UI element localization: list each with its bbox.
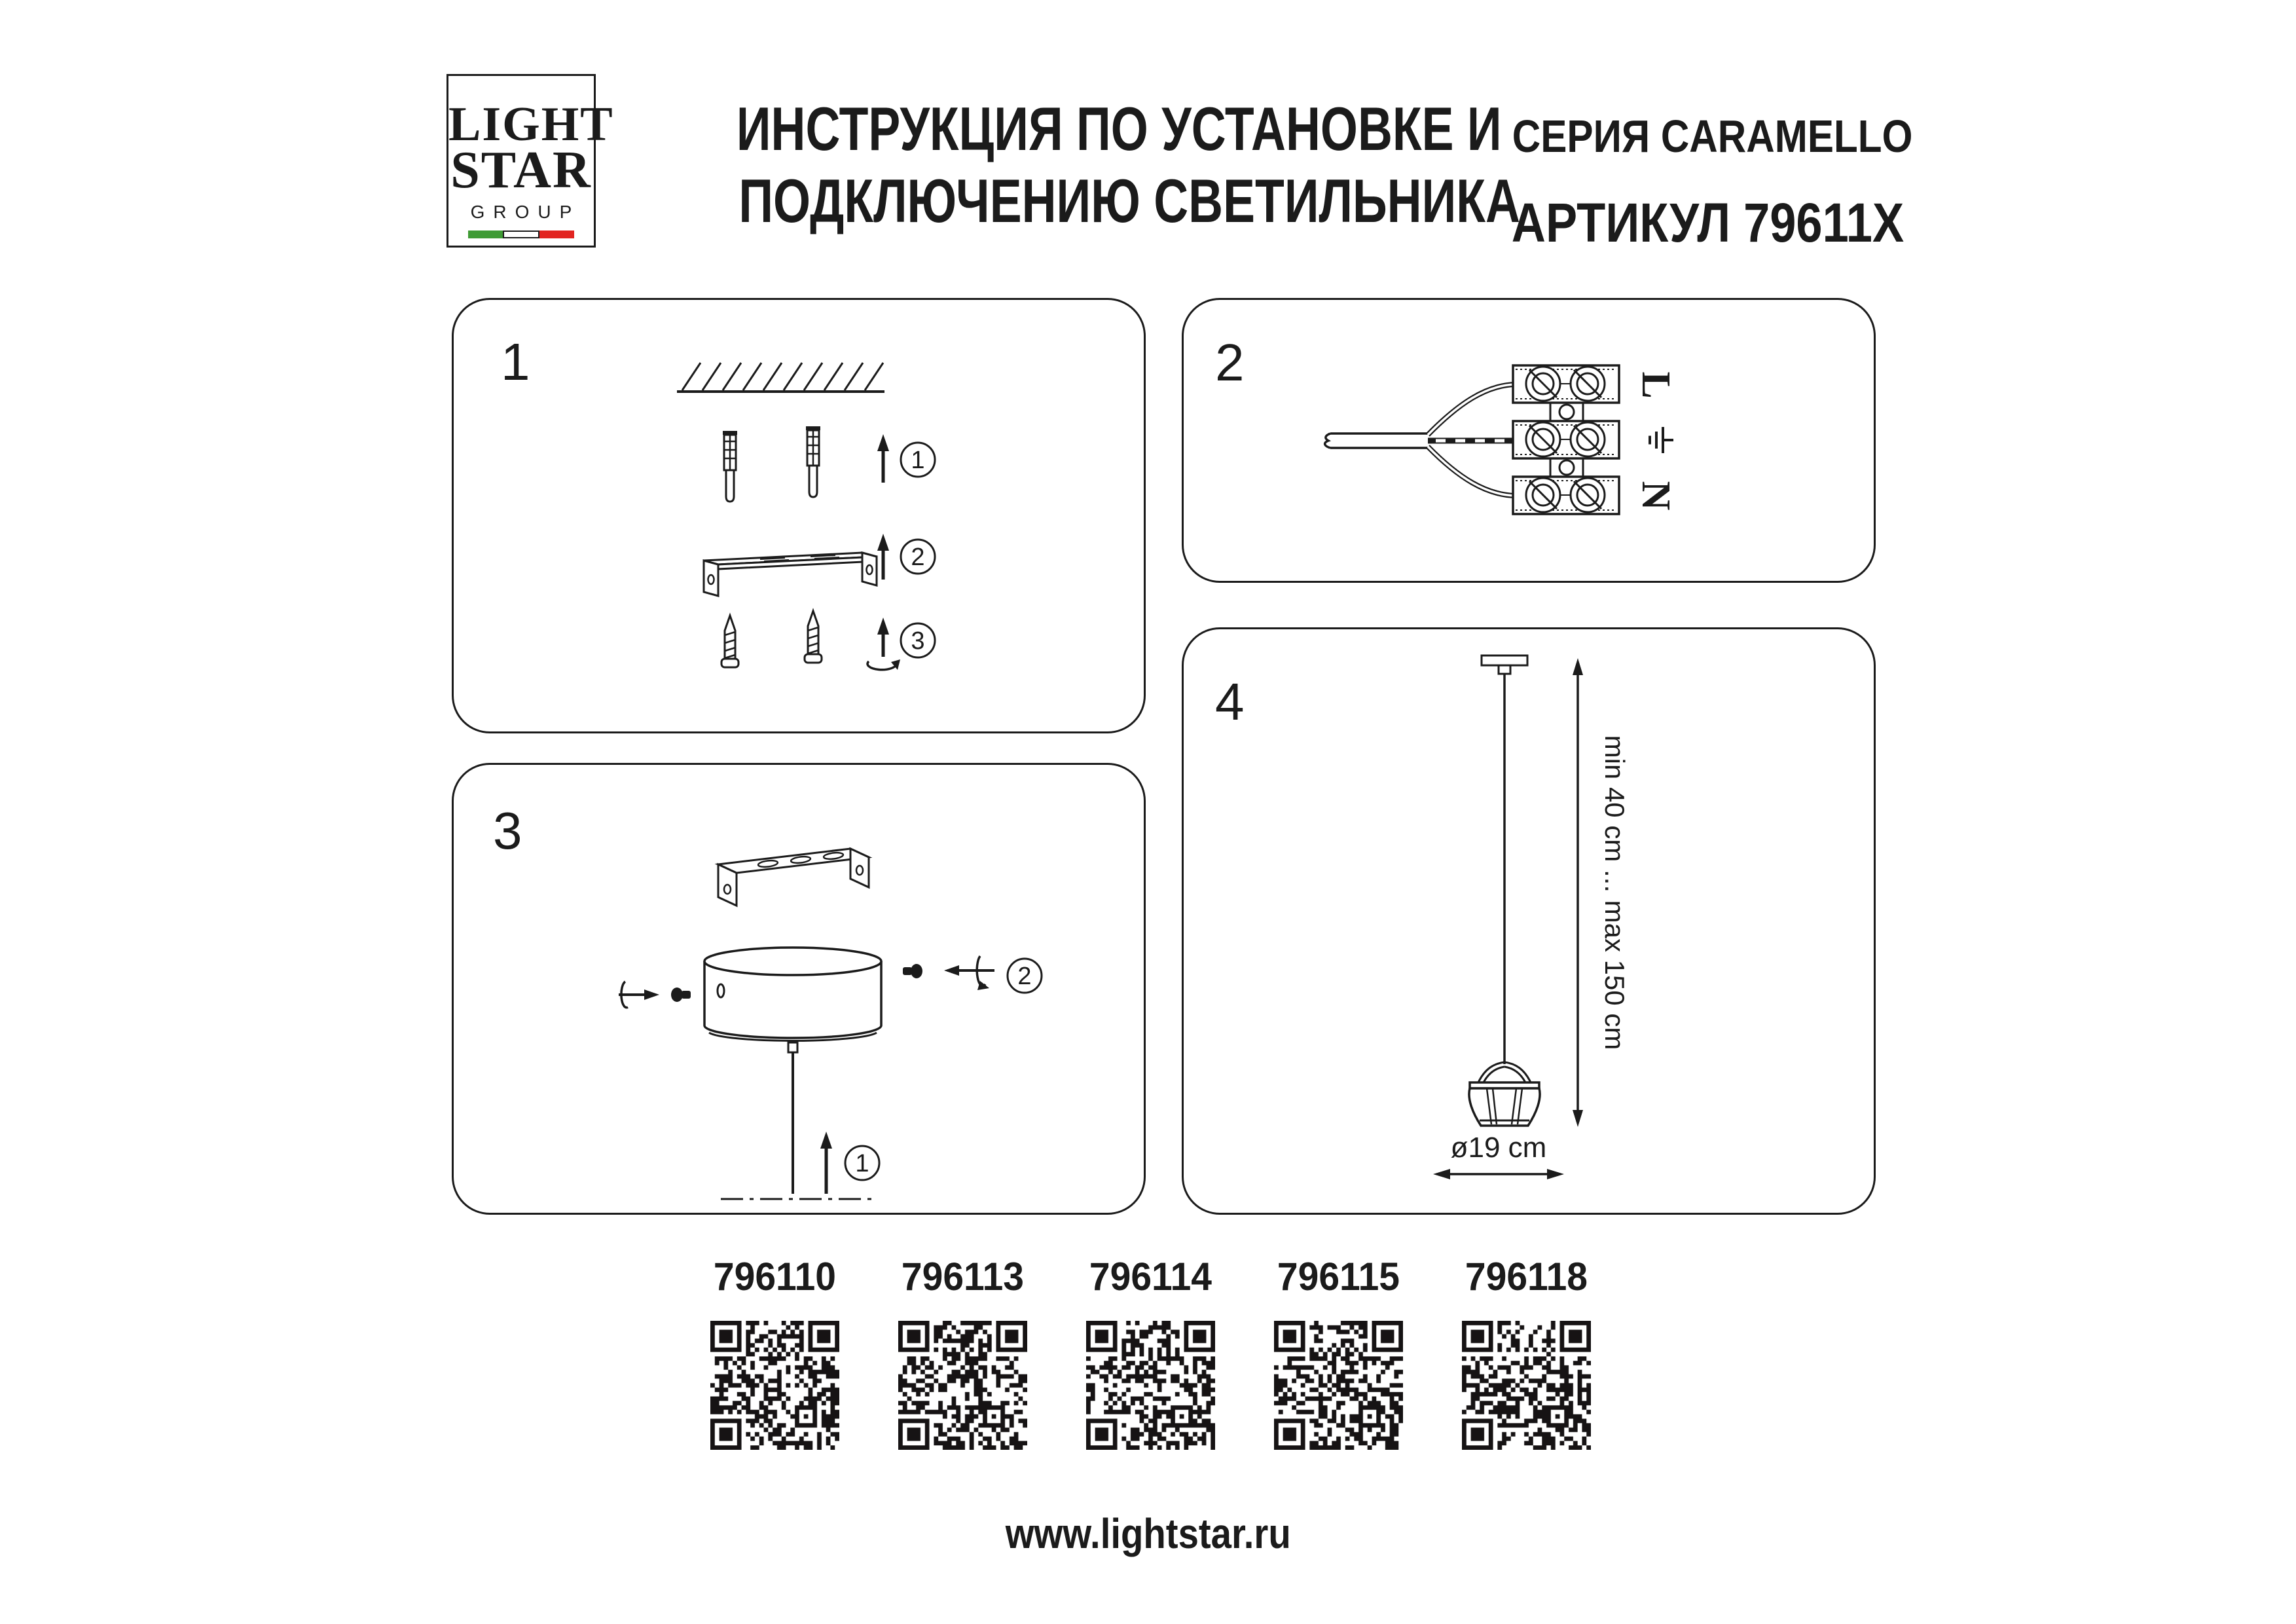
article-number: 796110 — [713, 1255, 837, 1299]
screw-icon — [721, 616, 738, 667]
step-3-diagram — [454, 765, 1144, 1213]
side-screw-icon — [671, 987, 691, 1002]
svg-text:2: 2 — [911, 544, 925, 571]
qr-code — [1462, 1321, 1591, 1450]
mounting-bracket-icon — [718, 849, 869, 906]
qr-code — [898, 1321, 1027, 1450]
product-header — [1480, 110, 1913, 255]
flag-red-stripe — [539, 231, 574, 238]
step-4-panel — [1182, 627, 1876, 1215]
step-3-callout-2 — [1008, 959, 1042, 993]
mains-cable-icon — [1325, 434, 1428, 448]
lamp-shade-icon — [1469, 1062, 1540, 1126]
step-1-callout-3 — [901, 623, 935, 657]
screw-rotation-arrow-icon — [944, 956, 994, 990]
qr-code — [1086, 1321, 1215, 1450]
logo-word-group: GROUP — [470, 201, 581, 222]
wall-plug-icon — [806, 428, 820, 497]
qr-item — [898, 1257, 1027, 1450]
website-url: www.lightstar.ru — [1005, 1510, 1291, 1557]
insert-arrow-icon — [877, 434, 889, 483]
article-number: 796114 — [1089, 1255, 1212, 1299]
svg-text:3: 3 — [911, 627, 925, 655]
series-label: СЕРИЯ CARAMELLO — [1512, 111, 1913, 162]
earth-symbol-icon — [1650, 427, 1673, 453]
qr-code — [1274, 1321, 1403, 1450]
flag-green-stripe — [468, 231, 503, 238]
logo-word-light: LIGHT — [448, 98, 614, 151]
qr-item — [710, 1257, 839, 1450]
svg-text:1: 1 — [911, 447, 925, 474]
step-4-number: 4 — [1215, 673, 1245, 731]
step-3-panel — [452, 763, 1146, 1215]
ceiling-mount-icon — [1482, 655, 1527, 674]
step-1-diagram — [454, 300, 1144, 731]
step-3-number: 3 — [493, 802, 522, 860]
screw-in-rotation-icon — [867, 618, 900, 670]
flag-white-stripe — [503, 231, 540, 238]
page-title — [629, 93, 1521, 237]
suspension-rod-icon — [788, 1043, 797, 1194]
step-2-number: 2 — [1215, 333, 1245, 392]
side-screw-icon — [903, 964, 922, 978]
title-line-2: ПОДКЛЮЧЕНИЮ СВЕТИЛЬНИКА — [738, 166, 1521, 235]
italian-flag-icon — [468, 231, 574, 238]
mounting-bracket-icon — [704, 553, 877, 596]
insert-arrow-icon — [820, 1132, 832, 1194]
svg-text:1: 1 — [855, 1150, 869, 1177]
screw-rotation-arrow-icon — [619, 982, 659, 1008]
qr-item — [1462, 1257, 1591, 1450]
title-line-1: ИНСТРУКЦИЯ ПО УСТАНОВКЕ И — [736, 94, 1502, 163]
step-1-panel — [452, 298, 1146, 733]
article-number: 796118 — [1465, 1255, 1588, 1299]
qr-item — [1086, 1257, 1215, 1450]
step-1-callout-2 — [901, 540, 935, 574]
qr-code — [710, 1321, 839, 1450]
step-4-dimensions-diagram — [1184, 629, 1874, 1213]
diameter-dimension-label: ø19 cm — [1450, 1132, 1547, 1164]
step-3-callout-1 — [845, 1146, 879, 1180]
terminal-block-icon — [1513, 365, 1619, 514]
ceiling-hatch-icon — [677, 363, 884, 392]
wire-live-icon — [1428, 384, 1516, 435]
diameter-dimension — [1433, 1132, 1564, 1179]
height-dimension-label: min 40 cm ... max 150 cm — [1599, 735, 1630, 1050]
logo-word-star: STAR — [450, 141, 592, 200]
screw-icon — [805, 611, 822, 663]
canopy-icon — [704, 948, 881, 1041]
line-terminal-label: L — [1633, 371, 1678, 399]
step-2-panel — [1182, 298, 1876, 583]
step-2-wiring-diagram — [1184, 300, 1874, 581]
svg-text:2: 2 — [1017, 963, 1032, 990]
step-1-number: 1 — [501, 333, 530, 391]
qr-item — [1274, 1257, 1403, 1450]
height-dimension — [1573, 658, 1630, 1127]
step-1-callout-1 — [901, 443, 935, 477]
article-number: 796115 — [1277, 1255, 1400, 1299]
article-label: АРТИКУЛ 79611X — [1511, 192, 1904, 253]
wall-plug-icon — [723, 433, 737, 502]
article-number: 796113 — [901, 1255, 1025, 1299]
wire-neutral-icon — [1428, 447, 1516, 496]
insert-arrow-icon — [877, 534, 889, 580]
lightstar-logo — [446, 74, 614, 248]
neutral-terminal-label: N — [1633, 481, 1678, 511]
